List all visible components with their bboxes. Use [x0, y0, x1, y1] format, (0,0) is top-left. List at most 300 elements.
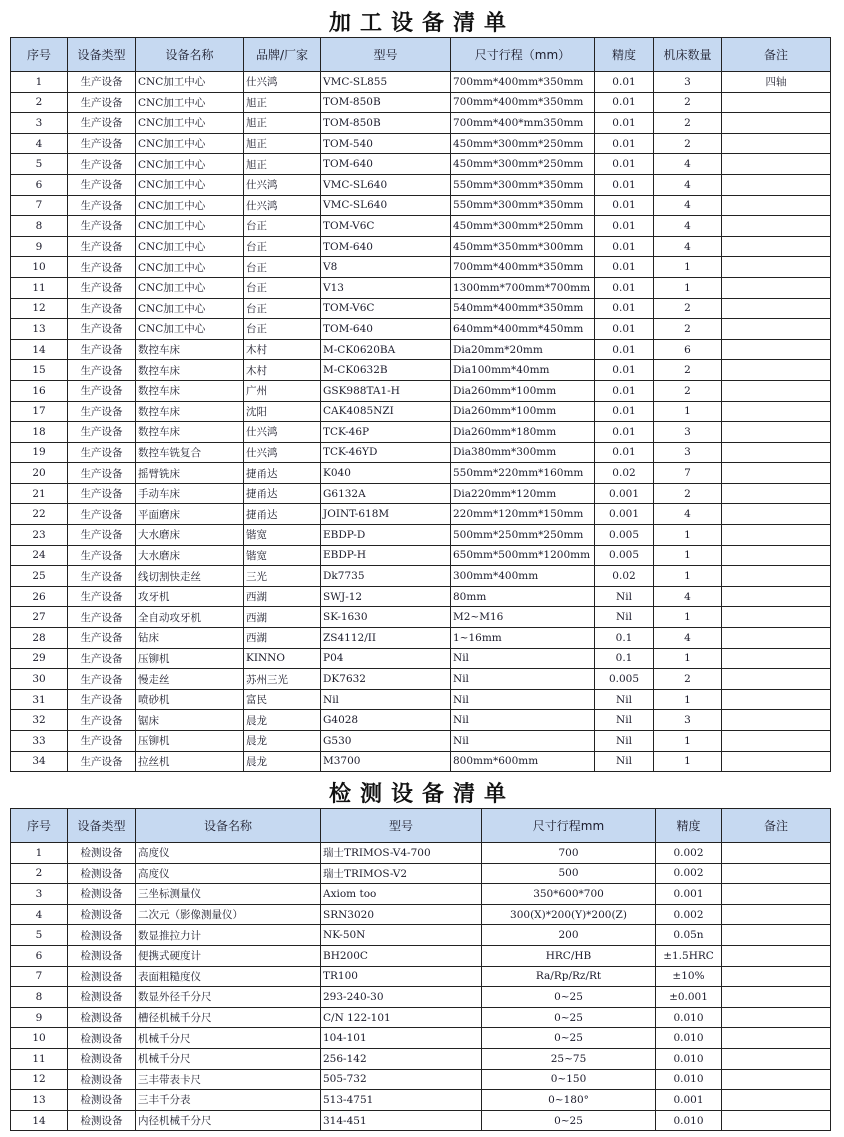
table-cell: TOM-640 — [321, 154, 451, 175]
table-cell: Nil — [451, 731, 595, 752]
table-cell: CNC加工中心 — [136, 113, 244, 134]
table-cell: 5 — [11, 925, 68, 946]
table-cell: 检测设备 — [68, 884, 136, 905]
table-cell: 检测设备 — [68, 987, 136, 1008]
table-row — [11, 504, 831, 525]
table-cell: VMC-SL640 — [321, 174, 451, 195]
table-cell: 30 — [11, 669, 68, 690]
table-row — [11, 422, 831, 443]
table-cell: TOM-V6C — [321, 216, 451, 237]
table-cell: 生产设备 — [68, 545, 136, 566]
table-cell: 25~75 — [482, 1048, 656, 1069]
table-row — [11, 154, 831, 175]
table-cell: SK-1630 — [321, 607, 451, 628]
table-cell — [722, 863, 831, 884]
table-cell: 生产设备 — [68, 504, 136, 525]
table-cell: Dk7735 — [321, 566, 451, 587]
table-cell — [722, 966, 831, 987]
table-cell: 300(X)*200(Y)*200(Z) — [482, 904, 656, 925]
table-cell — [722, 648, 831, 669]
table-cell: 0~150 — [482, 1069, 656, 1090]
table-cell: 0.01 — [595, 72, 654, 93]
table-row — [11, 72, 831, 93]
table-row — [11, 731, 831, 752]
table-cell: 内径机械千分尺 — [136, 1110, 321, 1131]
table-cell: 检测设备 — [68, 1048, 136, 1069]
table-cell: 0.01 — [595, 339, 654, 360]
table-cell: Axiom too — [321, 884, 482, 905]
table-cell: ±0.001 — [656, 987, 722, 1008]
table-cell: 450mm*300mm*250mm — [451, 216, 595, 237]
table-cell: 0.010 — [656, 1028, 722, 1049]
table-cell: 4 — [654, 504, 722, 525]
table-cell: 0.01 — [595, 319, 654, 340]
table-cell: 32 — [11, 710, 68, 731]
table-cell: 1 — [654, 277, 722, 298]
table-cell: 3 — [11, 884, 68, 905]
table-cell: 700mm*400mm*350mm — [451, 92, 595, 113]
table-cell — [722, 92, 831, 113]
table-cell: 旭正 — [244, 154, 321, 175]
table-cell: 数显外径千分尺 — [136, 987, 321, 1008]
table-cell: 700mm*400mm*350mm — [451, 72, 595, 93]
table-cell: TCK-46P — [321, 422, 451, 443]
table-cell: 27 — [11, 607, 68, 628]
table-cell: 700mm*400mm*350mm — [451, 257, 595, 278]
table-row — [11, 216, 831, 237]
table-cell: CNC加工中心 — [136, 72, 244, 93]
column-header: 设备类型 — [68, 809, 136, 843]
table-cell — [722, 1069, 831, 1090]
table-cell: 300mm*400mm — [451, 566, 595, 587]
table-cell: 喷砂机 — [136, 689, 244, 710]
table-cell: 生产设备 — [68, 236, 136, 257]
table-cell: DK7632 — [321, 669, 451, 690]
table-cell: 台正 — [244, 236, 321, 257]
table-cell: EBDP-D — [321, 525, 451, 546]
table-row — [11, 689, 831, 710]
table-row — [11, 442, 831, 463]
table-cell: 314-451 — [321, 1110, 482, 1131]
table-cell: 检测设备 — [68, 1007, 136, 1028]
column-header: 设备名称 — [136, 38, 244, 72]
table-cell: 3 — [11, 113, 68, 134]
table-cell: 钻床 — [136, 628, 244, 649]
table-cell: 便携式硬度计 — [136, 945, 321, 966]
table-cell: 2 — [654, 380, 722, 401]
table-cell: 1 — [654, 401, 722, 422]
table-cell: 14 — [11, 339, 68, 360]
table-cell: 513-4751 — [321, 1090, 482, 1111]
table-cell: ±10% — [656, 966, 722, 987]
column-header: 型号 — [321, 38, 451, 72]
table-cell: Dia260mm*100mm — [451, 401, 595, 422]
table-cell: 23 — [11, 525, 68, 546]
table-cell: 生产设备 — [68, 710, 136, 731]
table-cell — [722, 298, 831, 319]
table-cell: 13 — [11, 1090, 68, 1111]
table-cell: 350*600*700 — [482, 884, 656, 905]
table-cell: 生产设备 — [68, 257, 136, 278]
table-cell: 1 — [654, 525, 722, 546]
table-cell: 生产设备 — [68, 422, 136, 443]
table-cell: 4 — [654, 216, 722, 237]
table-cell: 6 — [11, 174, 68, 195]
table-cell: 旭正 — [244, 133, 321, 154]
table-cell: 10 — [11, 1028, 68, 1049]
table-cell: 生产设备 — [68, 401, 136, 422]
table-cell: 0.05n — [656, 925, 722, 946]
table-cell — [722, 113, 831, 134]
table-cell — [722, 1048, 831, 1069]
table-cell: 0.01 — [595, 422, 654, 443]
table-cell: 700 — [482, 843, 656, 864]
table-cell: 生产设备 — [68, 92, 136, 113]
table-cell: 640mm*400mm*450mm — [451, 319, 595, 340]
table-cell: 1 — [654, 545, 722, 566]
table-cell: 550mm*300mm*350mm — [451, 195, 595, 216]
table-cell: 8 — [11, 987, 68, 1008]
table-cell: 0.010 — [656, 1110, 722, 1131]
table-cell: 4 — [654, 628, 722, 649]
table-cell: 0.01 — [595, 401, 654, 422]
table-cell — [722, 1090, 831, 1111]
table-cell — [722, 154, 831, 175]
table-cell: 三丰带表卡尺 — [136, 1069, 321, 1090]
table-cell: 2 — [654, 483, 722, 504]
table-cell: 4 — [654, 586, 722, 607]
column-header: 备注 — [722, 38, 831, 72]
table-cell — [722, 277, 831, 298]
table-cell: Dia220mm*120mm — [451, 483, 595, 504]
table-row — [11, 277, 831, 298]
table-cell: M-CK0632B — [321, 360, 451, 381]
table-row — [11, 545, 831, 566]
table-cell: 压铆机 — [136, 648, 244, 669]
table-cell: 检测设备 — [68, 1110, 136, 1131]
table-cell — [722, 257, 831, 278]
table-cell: 4 — [654, 236, 722, 257]
table-cell: Nil — [595, 731, 654, 752]
table-cell: CAK4085NZI — [321, 401, 451, 422]
table-cell — [722, 925, 831, 946]
table-cell: 瑞士TRIMOS-V2 — [321, 863, 482, 884]
table-cell: Nil — [451, 689, 595, 710]
table-cell: 木村 — [244, 360, 321, 381]
table-cell: 0.01 — [595, 380, 654, 401]
table-cell: Dia380mm*300mm — [451, 442, 595, 463]
table-cell: 生产设备 — [68, 216, 136, 237]
table-cell: 0.01 — [595, 257, 654, 278]
table-cell: 检测设备 — [68, 925, 136, 946]
table-cell: 0.010 — [656, 1069, 722, 1090]
table-cell: 生产设备 — [68, 669, 136, 690]
table-cell: 10 — [11, 257, 68, 278]
table-cell: 三坐标测量仪 — [136, 884, 321, 905]
table-cell: 26 — [11, 586, 68, 607]
table-row — [11, 628, 831, 649]
table-cell: 1 — [654, 607, 722, 628]
table-cell: 8 — [11, 216, 68, 237]
table-cell: 0.010 — [656, 1048, 722, 1069]
table-cell: 3 — [654, 72, 722, 93]
table-cell: 捷甬达 — [244, 483, 321, 504]
table-cell: CNC加工中心 — [136, 174, 244, 195]
table-cell — [722, 360, 831, 381]
table-cell — [722, 607, 831, 628]
table-cell: 线切割快走丝 — [136, 566, 244, 587]
table-cell: ±1.5HRC — [656, 945, 722, 966]
table-cell: 1 — [654, 566, 722, 587]
table-cell: 晨龙 — [244, 710, 321, 731]
table-cell — [722, 669, 831, 690]
table-cell: G6132A — [321, 483, 451, 504]
table-cell: TCK-46YD — [321, 442, 451, 463]
table-cell: 生产设备 — [68, 72, 136, 93]
table-cell: 29 — [11, 648, 68, 669]
table-cell — [722, 442, 831, 463]
table-cell: P04 — [321, 648, 451, 669]
table-cell: 0.01 — [595, 174, 654, 195]
table-cell — [722, 133, 831, 154]
table-row — [11, 339, 831, 360]
table-row — [11, 669, 831, 690]
table-cell: M3700 — [321, 751, 451, 772]
table-cell: 检测设备 — [68, 843, 136, 864]
table-cell: 0.001 — [595, 483, 654, 504]
table-cell: CNC加工中心 — [136, 216, 244, 237]
table-row — [11, 360, 831, 381]
table-cell: Dia260mm*100mm — [451, 380, 595, 401]
table-cell: 攻牙机 — [136, 586, 244, 607]
table-row — [11, 1090, 831, 1111]
table-cell: TOM-850B — [321, 113, 451, 134]
table-cell: 9 — [11, 1007, 68, 1028]
table-cell: V13 — [321, 277, 451, 298]
table-cell: 生产设备 — [68, 689, 136, 710]
table-cell: 11 — [11, 1048, 68, 1069]
table-cell: CNC加工中心 — [136, 319, 244, 340]
table-cell: SRN3020 — [321, 904, 482, 925]
table-cell: Nil — [595, 586, 654, 607]
table-cell: 生产设备 — [68, 277, 136, 298]
table-cell: 0.01 — [595, 195, 654, 216]
table-cell — [722, 843, 831, 864]
table-cell: Nil — [595, 607, 654, 628]
table-cell — [722, 987, 831, 1008]
table-row — [11, 945, 831, 966]
table-cell: 13 — [11, 319, 68, 340]
table-cell: CNC加工中心 — [136, 195, 244, 216]
table-row — [11, 525, 831, 546]
table-row — [11, 987, 831, 1008]
inspection-equipment-table — [10, 808, 831, 1131]
table-cell: 沈阳 — [244, 401, 321, 422]
table-cell — [722, 628, 831, 649]
table-cell: 检测设备 — [68, 945, 136, 966]
table-cell — [722, 216, 831, 237]
table-cell: TOM-640 — [321, 319, 451, 340]
table-cell: 1 — [11, 72, 68, 93]
table-cell: Nil — [595, 710, 654, 731]
table-cell: 0~25 — [482, 1007, 656, 1028]
table-row — [11, 884, 831, 905]
table-cell: 生产设备 — [68, 566, 136, 587]
table-row — [11, 843, 831, 864]
table-cell: CNC加工中心 — [136, 92, 244, 113]
table-cell: 生产设备 — [68, 628, 136, 649]
table-cell: 104-101 — [321, 1028, 482, 1049]
table-cell: 四轴 — [722, 72, 831, 93]
table-cell: 3 — [654, 710, 722, 731]
table-cell — [722, 731, 831, 752]
table-row — [11, 133, 831, 154]
table-row — [11, 1069, 831, 1090]
table-row — [11, 195, 831, 216]
table-cell: 生产设备 — [68, 751, 136, 772]
table-cell: 生产设备 — [68, 298, 136, 319]
table-row — [11, 648, 831, 669]
table-cell: 检测设备 — [68, 904, 136, 925]
table-row — [11, 607, 831, 628]
table-row — [11, 925, 831, 946]
table-cell: 生产设备 — [68, 195, 136, 216]
column-header: 品牌/厂家 — [244, 38, 321, 72]
table-cell: 苏州三光 — [244, 669, 321, 690]
table-cell: 0.02 — [595, 566, 654, 587]
table-cell: 0~25 — [482, 1028, 656, 1049]
header-row — [11, 38, 831, 72]
table-cell: 台正 — [244, 216, 321, 237]
table-cell: 24 — [11, 545, 68, 566]
table-cell: GSK988TA1-H — [321, 380, 451, 401]
table-cell: 1~16mm — [451, 628, 595, 649]
table-cell: 800mm*600mm — [451, 751, 595, 772]
table-cell: VMC-SL855 — [321, 72, 451, 93]
table-cell: 11 — [11, 277, 68, 298]
table-cell: CNC加工中心 — [136, 277, 244, 298]
column-header: 序号 — [11, 38, 68, 72]
table-cell: 6 — [11, 945, 68, 966]
table-cell: 2 — [654, 298, 722, 319]
table-cell: 1 — [654, 751, 722, 772]
table-cell: 2 — [654, 133, 722, 154]
table-cell: Dia100mm*40mm — [451, 360, 595, 381]
table-cell: NK-50N — [321, 925, 482, 946]
table-cell — [722, 401, 831, 422]
table-cell: 台正 — [244, 257, 321, 278]
table-cell: Nil — [595, 751, 654, 772]
table-cell: G4028 — [321, 710, 451, 731]
table-cell: 台正 — [244, 319, 321, 340]
table-cell: 西湖 — [244, 586, 321, 607]
table-cell: 二次元（影像测量仪） — [136, 904, 321, 925]
table-cell — [722, 1028, 831, 1049]
table-cell: 6 — [654, 339, 722, 360]
table-cell: 捷甬达 — [244, 504, 321, 525]
table-cell: 0.001 — [656, 1090, 722, 1111]
table-cell: 25 — [11, 566, 68, 587]
table-cell: 广州 — [244, 380, 321, 401]
table-cell: 生产设备 — [68, 319, 136, 340]
table-cell: 仕兴鸿 — [244, 72, 321, 93]
table-cell: 西湖 — [244, 607, 321, 628]
table-cell: Ra/Rp/Rz/Rt — [482, 966, 656, 987]
table-cell: 台正 — [244, 277, 321, 298]
table-row — [11, 566, 831, 587]
table-cell: ZS4112/II — [321, 628, 451, 649]
table-cell: 540mm*400mm*350mm — [451, 298, 595, 319]
table-cell: 650mm*500mm*1200mm — [451, 545, 595, 566]
table-cell: 1300mm*700mm*700mm — [451, 277, 595, 298]
table-cell: 21 — [11, 483, 68, 504]
table-cell: 生产设备 — [68, 339, 136, 360]
table-cell: 西湖 — [244, 628, 321, 649]
table-row — [11, 1028, 831, 1049]
table-cell: 4 — [654, 195, 722, 216]
table-cell — [722, 751, 831, 772]
table-cell: 2 — [11, 92, 68, 113]
table-cell: 1 — [654, 257, 722, 278]
table-cell: 16 — [11, 380, 68, 401]
table-cell: 高度仪 — [136, 863, 321, 884]
table-cell: 31 — [11, 689, 68, 710]
table-cell — [722, 586, 831, 607]
table-cell: 数显推拉力计 — [136, 925, 321, 946]
table-cell: 晨龙 — [244, 731, 321, 752]
table-cell — [722, 1007, 831, 1028]
table-cell — [722, 483, 831, 504]
table-cell: 7 — [11, 195, 68, 216]
column-header: 尺寸行程mm — [482, 809, 656, 843]
table-cell — [722, 710, 831, 731]
table-row — [11, 463, 831, 484]
table-cell — [722, 339, 831, 360]
table-row — [11, 966, 831, 987]
table-cell: 锯床 — [136, 710, 244, 731]
table-cell: 数控车床 — [136, 422, 244, 443]
table-cell: 5 — [11, 154, 68, 175]
table-cell — [722, 463, 831, 484]
table-cell — [722, 236, 831, 257]
table-cell: 数控车铣复合 — [136, 442, 244, 463]
column-header: 设备名称 — [136, 809, 321, 843]
table-cell: 压铆机 — [136, 731, 244, 752]
table-cell: 293-240-30 — [321, 987, 482, 1008]
table-cell: Nil — [321, 689, 451, 710]
table-cell: 28 — [11, 628, 68, 649]
table-cell: 80mm — [451, 586, 595, 607]
header-row — [11, 809, 831, 843]
table-row — [11, 174, 831, 195]
table-cell — [722, 689, 831, 710]
table-cell: TOM-850B — [321, 92, 451, 113]
table-cell: 14 — [11, 1110, 68, 1131]
table-cell — [722, 195, 831, 216]
table-cell: 3 — [654, 422, 722, 443]
table-cell: 12 — [11, 1069, 68, 1090]
table-cell: 机械千分尺 — [136, 1028, 321, 1049]
table-cell: 0.002 — [656, 843, 722, 864]
column-header: 机床数量 — [654, 38, 722, 72]
table-row — [11, 319, 831, 340]
table-cell: 0.01 — [595, 360, 654, 381]
table-cell: 仕兴鸿 — [244, 195, 321, 216]
table-cell: 检测设备 — [68, 1028, 136, 1049]
table-cell — [722, 945, 831, 966]
table-cell — [722, 1110, 831, 1131]
column-header: 尺寸行程（mm） — [451, 38, 595, 72]
